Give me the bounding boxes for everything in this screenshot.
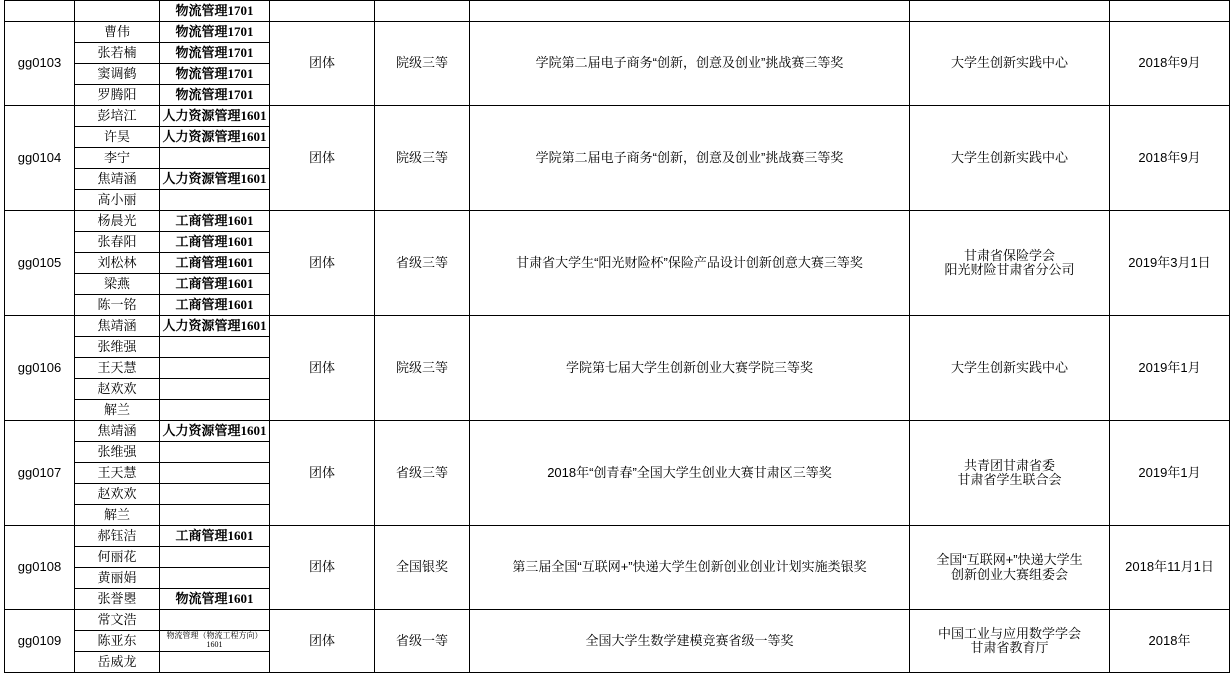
cell-type — [270, 1, 375, 22]
cell-name: 焦靖涵 — [75, 169, 160, 190]
cell-name: 罗腾阳 — [75, 85, 160, 106]
cell-name: 杨晨光 — [75, 211, 160, 232]
cell-class — [160, 547, 270, 568]
cell-type: 团体 — [270, 22, 375, 106]
cell-level: 院级三等 — [375, 316, 470, 421]
cell-class: 物流管理1701 — [160, 64, 270, 85]
cell-name: 王天慧 — [75, 358, 160, 379]
cell-name: 张春阳 — [75, 232, 160, 253]
cell-name: 李宁 — [75, 148, 160, 169]
cell-level: 省级三等 — [375, 211, 470, 316]
cell-date — [1110, 1, 1230, 22]
cell-id: gg0105 — [5, 211, 75, 316]
cell-org-line: 甘肃省保险学会 — [963, 247, 1055, 263]
cell-org-line: 甘肃省学生联合会 — [957, 472, 1062, 487]
cell-date: 2018年 — [1110, 610, 1230, 673]
cell-level — [375, 1, 470, 22]
table-row — [5, 610, 1230, 631]
cell-name: 陈亚东 — [75, 631, 160, 652]
cell-type: 团体 — [270, 421, 375, 526]
cell-title: 甘肃省大学生“阳光财险杯”保险产品设计创新创意大赛三等奖 — [470, 211, 910, 316]
cell-class — [160, 358, 270, 379]
cell-level: 全国银奖 — [375, 526, 470, 610]
cell-class: 人力资源管理1601 — [160, 421, 270, 442]
cell-class: 人力资源管理1601 — [160, 106, 270, 127]
award-table — [4, 0, 1230, 673]
cell-org — [910, 421, 1110, 526]
cell-date: 2019年3月1日 — [1110, 211, 1230, 316]
cell-class — [160, 442, 270, 463]
cell-id: gg0104 — [5, 106, 75, 211]
cell-class: 人力资源管理1601 — [160, 316, 270, 337]
cell-class — [160, 190, 270, 211]
cell-level: 省级三等 — [375, 421, 470, 526]
cell-class: 工商管理1601 — [160, 232, 270, 253]
cell-class — [160, 610, 270, 631]
cell-name: 刘松林 — [75, 253, 160, 274]
cell-class: 工商管理1601 — [160, 274, 270, 295]
cell-class — [160, 568, 270, 589]
cell-class — [160, 400, 270, 421]
cell-type: 团体 — [270, 106, 375, 211]
cell-date: 2018年9月 — [1110, 22, 1230, 106]
cell-type: 团体 — [270, 526, 375, 610]
cell-date: 2019年1月 — [1110, 316, 1230, 421]
cell-class: 物流管理1701 — [160, 22, 270, 43]
cell-name: 高小丽 — [75, 190, 160, 211]
cell-class: 工商管理1601 — [160, 253, 270, 274]
cell-id: gg0108 — [5, 526, 75, 610]
cell-org — [910, 526, 1110, 610]
cell-id: gg0109 — [5, 610, 75, 673]
cell-name: 黄丽娟 — [75, 568, 160, 589]
cell-class — [160, 379, 270, 400]
cell-date: 2018年9月 — [1110, 106, 1230, 211]
table-row — [5, 421, 1230, 442]
cell-level: 院级三等 — [375, 106, 470, 211]
cell-title: 学院第七届大学生创新创业大赛学院三等奖 — [470, 316, 910, 421]
cell-title: 学院第二届电子商务“创新，创意及创业”挑战赛三等奖 — [470, 22, 910, 106]
cell-date: 2019年1月 — [1110, 421, 1230, 526]
cell-class: 物流管理1701 — [160, 1, 270, 22]
cell-org — [910, 211, 1110, 316]
cell-class: 物流管理（物流工程方向）1601 — [160, 631, 270, 652]
cell-org: 大学生创新实践中心 — [910, 316, 1110, 421]
cell-date: 2018年11月1日 — [1110, 526, 1230, 610]
table-body — [5, 1, 1230, 673]
cell-id — [5, 1, 75, 22]
cell-name: 彭培江 — [75, 106, 160, 127]
cell-name: 张誉瞾 — [75, 589, 160, 610]
cell-level: 省级一等 — [375, 610, 470, 673]
cell-type: 团体 — [270, 610, 375, 673]
cell-name: 张若楠 — [75, 43, 160, 64]
cell-name: 赵欢欢 — [75, 379, 160, 400]
cell-class: 工商管理1601 — [160, 211, 270, 232]
cell-name: 常文浩 — [75, 610, 160, 631]
cell-name: 郝钰洁 — [75, 526, 160, 547]
cell-class — [160, 652, 270, 673]
cell-id: gg0106 — [5, 316, 75, 421]
table-row — [5, 526, 1230, 547]
table-row — [5, 22, 1230, 43]
cell-class: 物流管理1701 — [160, 43, 270, 64]
cell-name: 何丽花 — [75, 547, 160, 568]
cell-class: 人力资源管理1601 — [160, 127, 270, 148]
cell-org — [910, 1, 1110, 22]
cell-class — [160, 337, 270, 358]
cell-title: 全国大学生数学建模竞赛省级一等奖 — [470, 610, 910, 673]
cell-class: 物流管理1601 — [160, 589, 270, 610]
cell-name: 曹伟 — [75, 22, 160, 43]
cell-class: 物流管理1701 — [160, 85, 270, 106]
cell-name: 张维强 — [75, 337, 160, 358]
cell-org-line: 中国工业与应用数学学会 — [937, 625, 1081, 641]
cell-class — [160, 484, 270, 505]
cell-name — [75, 1, 160, 22]
cell-org: 大学生创新实践中心 — [910, 22, 1110, 106]
cell-name: 焦靖涵 — [75, 316, 160, 337]
table-row — [5, 316, 1230, 337]
cell-title — [470, 1, 910, 22]
cell-title: 学院第二届电子商务“创新，创意及创业”挑战赛三等奖 — [470, 106, 910, 211]
cell-org-line: 全国“互联网+”快递大学生 — [936, 552, 1083, 568]
table-row — [5, 1, 1230, 22]
cell-class: 工商管理1601 — [160, 295, 270, 316]
cell-title: 第三届全国“互联网+”快递大学生创新创业创业计划实施类银奖 — [470, 526, 910, 610]
cell-class: 人力资源管理1601 — [160, 169, 270, 190]
cell-title: 2018年“创青春”全国大学生创业大赛甘肃区三等奖 — [470, 421, 910, 526]
cell-org-line: 创新创业大赛组委会 — [950, 566, 1068, 582]
cell-level: 院级三等 — [375, 22, 470, 106]
cell-class: 工商管理1601 — [160, 526, 270, 547]
table-row — [5, 211, 1230, 232]
cell-type: 团体 — [270, 316, 375, 421]
cell-name: 赵欢欢 — [75, 484, 160, 505]
cell-name: 陈一铭 — [75, 295, 160, 316]
cell-class — [160, 463, 270, 484]
cell-name: 王天慧 — [75, 463, 160, 484]
table-row — [5, 106, 1230, 127]
cell-name: 焦靖涵 — [75, 421, 160, 442]
cell-name: 梁燕 — [75, 274, 160, 295]
cell-name: 解兰 — [75, 505, 160, 526]
cell-name: 许昊 — [75, 127, 160, 148]
cell-org: 大学生创新实践中心 — [910, 106, 1110, 211]
cell-org-line: 阳光财险甘肃省分公司 — [944, 262, 1075, 277]
cell-class — [160, 505, 270, 526]
cell-name: 岳威龙 — [75, 652, 160, 673]
cell-type: 团体 — [270, 211, 375, 316]
cell-id: gg0107 — [5, 421, 75, 526]
cell-org-line: 甘肃省教育厅 — [970, 640, 1049, 655]
cell-org — [910, 610, 1110, 673]
cell-name: 窦调鹤 — [75, 64, 160, 85]
cell-class — [160, 148, 270, 169]
cell-id: gg0103 — [5, 22, 75, 106]
cell-org-line: 共青团甘肃省委 — [963, 457, 1055, 473]
cell-name: 解兰 — [75, 400, 160, 421]
cell-name: 张维强 — [75, 442, 160, 463]
